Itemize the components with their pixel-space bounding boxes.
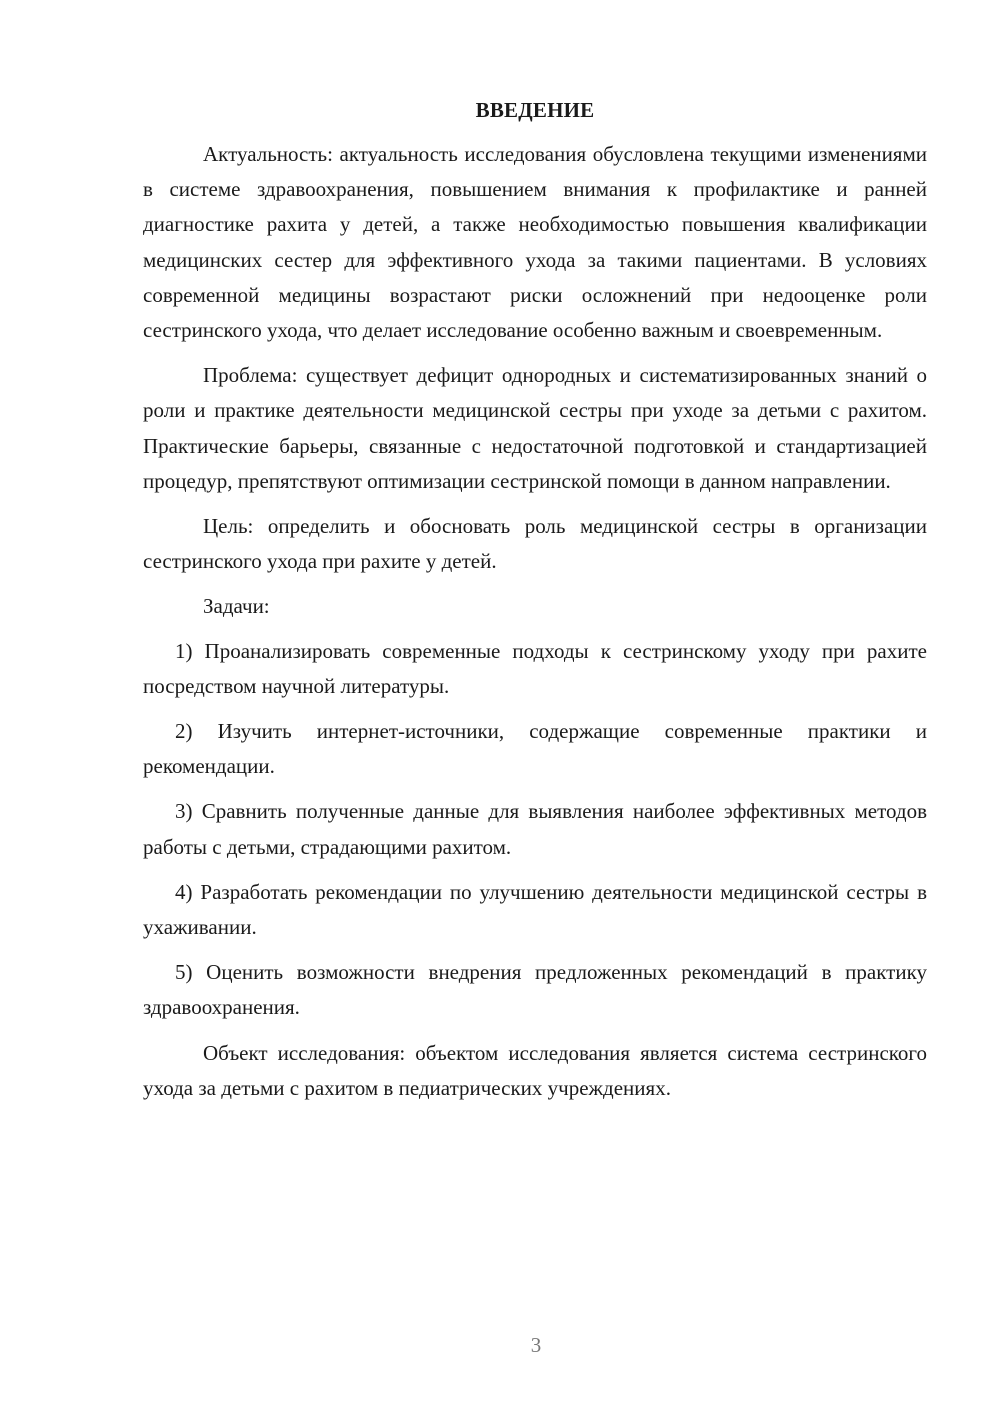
relevance-paragraph: Актуальность: актуальность исследования обусловлена текущими изменениями в системе здравоохранения, повышением внимания к профилактике и ранней диагностике рахита у детей, а также необходимостью повышения квалификации медицинских сестер для эффективного ухода за такими пациентами. В условиях современной медицины возрастают риски осложнений при недооценке роли сестринского ухода, что делает исследование особенно важным и своевременным. bbox=[143, 142, 927, 343]
page-heading: ВВЕДЕНИЕ bbox=[475, 98, 595, 122]
problem-paragraph: Проблема: существует дефицит однородных и систематизированных знаний о роли и практике деятельности медицинской сестры при уходе за детьми с рахитом. Практические барьеры, связанные с недостаточной подготовкой и стандартизацией процедур, препятствуют оптимизации сестринской помощи в данном направлении. bbox=[143, 363, 927, 493]
task-item: 1) Проанализировать современные подходы к сестринскому уходу при рахите посредством научной литературы. bbox=[143, 638, 927, 698]
goal-paragraph: Цель: определить и обосновать роль медицинской сестры в организации сестринского ухода при рахите у детей. bbox=[143, 514, 927, 574]
task-list bbox=[143, 634, 927, 1026]
page-content bbox=[143, 90, 927, 1116]
task-item: 2) Изучить интернет-источники, содержащие современные практики и рекомендации. bbox=[143, 719, 927, 779]
task-item: 3) Сравнить полученные данные для выявления наиболее эффективных методов работы с детьми, страдающими рахитом. bbox=[143, 799, 927, 859]
task-item: 5) Оценить возможности внедрения предложенных рекомендаций в практику здравоохранения. bbox=[143, 960, 927, 1020]
page-number: 3 bbox=[530, 1333, 542, 1357]
object-paragraph: Объект исследования: объектом исследования является система сестринского ухода за детьми с рахитом в педиатрических учреждениях. bbox=[143, 1040, 927, 1100]
tasks-label: Задачи: bbox=[203, 594, 270, 619]
task-item: 4) Разработать рекомендации по улучшению деятельности медицинской сестры в ухаживании. bbox=[143, 879, 927, 940]
